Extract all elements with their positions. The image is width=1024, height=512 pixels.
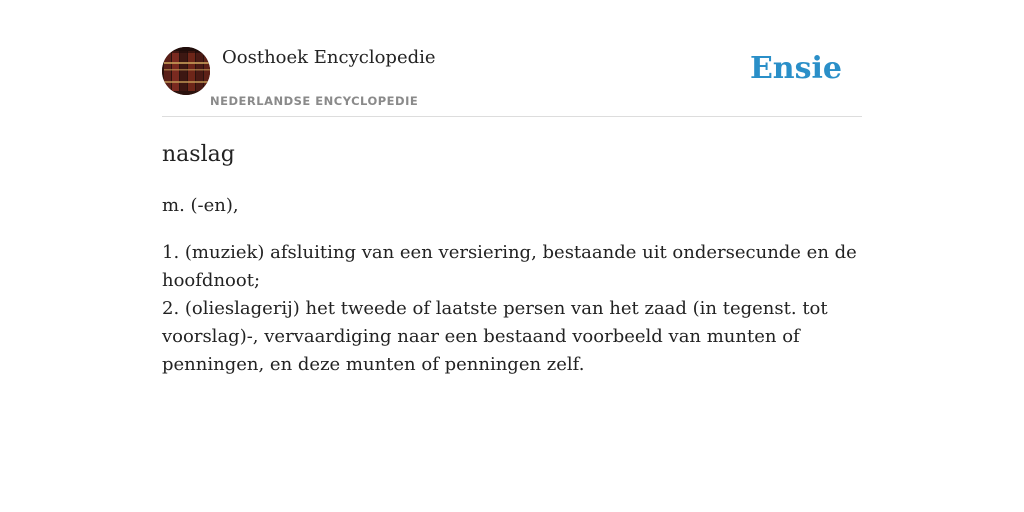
site-header bbox=[162, 0, 862, 117]
page-container bbox=[162, 0, 862, 375]
entry-definition bbox=[162, 239, 862, 379]
definition-item: 1. (muziek) afsluiting van een versiering, bestaande uit ondersecunde en de hoofdnoot; bbox=[162, 242, 857, 291]
site-title[interactable]: Oosthoek Encyclopedie bbox=[222, 47, 436, 68]
encyclopedia-books-icon[interactable] bbox=[162, 47, 210, 95]
entry-grammar: m. (-en), bbox=[162, 195, 239, 216]
definition-item: 2. (olieslagerij) het tweede of laatste persen van het zaad (in tegenst. tot voorslag)-, vervaardiging naar een bestaand voorbeeld van munten of penningen, en deze munten of penningen zelf. bbox=[162, 298, 828, 375]
site-subtitle: NEDERLANDSE ENCYCLOPEDIE bbox=[210, 94, 419, 108]
entry-title: naslag bbox=[162, 142, 235, 167]
ensie-logo-link[interactable]: Ensie bbox=[749, 51, 842, 86]
